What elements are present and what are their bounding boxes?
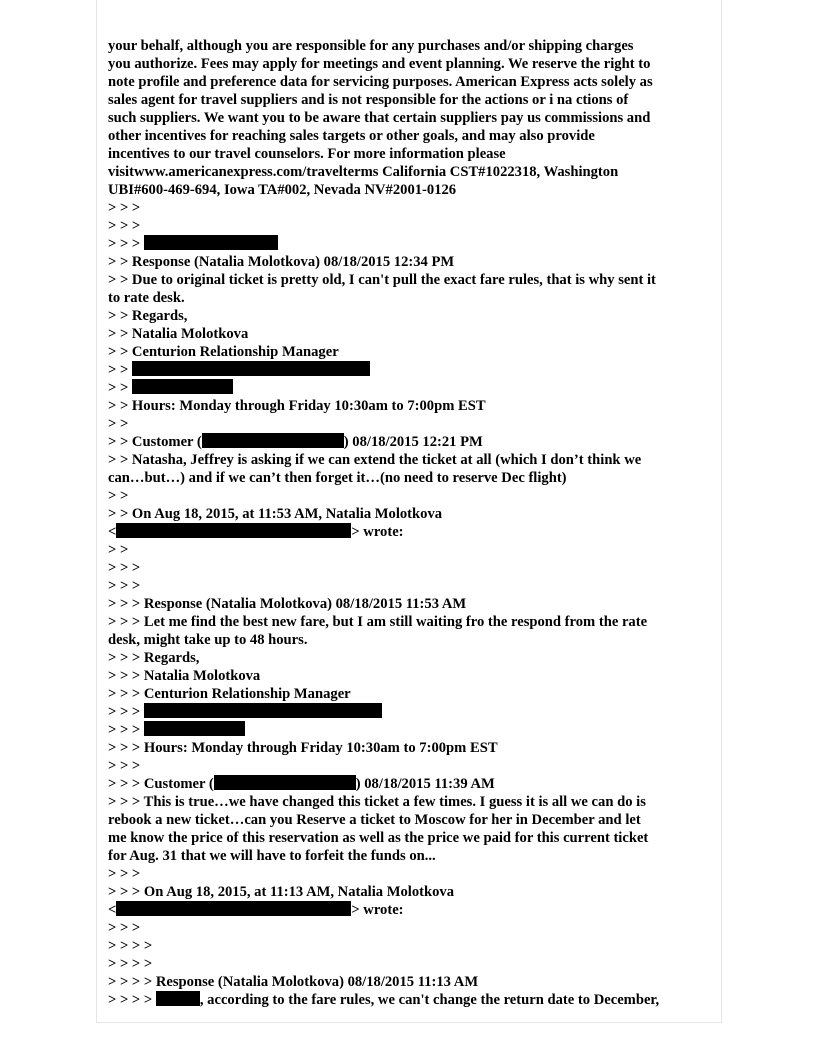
text-line (108, 775, 714, 793)
text-line: > > > (108, 866, 141, 882)
quote-marker: > > > (108, 236, 141, 252)
wrote-label: > wrote: (351, 524, 404, 540)
redaction-bar (116, 901, 351, 916)
quote-marker: > > (108, 362, 129, 378)
text-line: > > > Hours: Monday through Friday 10:30am to 7:00pm EST (108, 740, 498, 756)
text-line: me know the price of this reservation as well as the price we paid for this current ticket (108, 830, 649, 846)
text-line (108, 721, 714, 739)
text-line (108, 991, 714, 1009)
quote-marker: > > (108, 380, 129, 396)
text-line: > > (108, 488, 129, 504)
text-line: > > Natalia Molotkova (108, 326, 249, 342)
text-line: note profile and preference data for servicing purposes. American Express acts solely as (108, 74, 653, 90)
text-line: > > On Aug 18, 2015, at 11:53 AM, Natalia Molotkova (108, 506, 443, 522)
text-line: > > Due to original ticket is pretty old, I can't pull the exact fare rules, that is why sent it (108, 272, 656, 288)
text-line: > > Hours: Monday through Friday 10:30am to 7:00pm EST (108, 398, 486, 414)
timestamp: ) 08/18/2015 11:39 AM (355, 776, 495, 792)
text-line (108, 379, 714, 397)
text-line: UBI#600-469-694, Iowa TA#002, Nevada NV#2001-0126 (108, 182, 457, 198)
text-line: > > > > (108, 956, 153, 972)
redaction-bar (116, 523, 351, 538)
email-open-bracket: < (108, 524, 117, 540)
text-line: > > > On Aug 18, 2015, at 11:13 AM, Natalia Molotkova (108, 884, 455, 900)
text-line (108, 901, 714, 919)
text-line (108, 235, 714, 253)
text-line: > > > Let me find the best new fare, but I am still waiting fro the respond from the rate (108, 614, 648, 630)
text-line (108, 433, 714, 451)
text-line (108, 523, 714, 541)
text-line: for Aug. 31 that we will have to forfeit the funds on... (108, 848, 436, 864)
redaction-bar (144, 703, 382, 718)
text-line: > > > (108, 578, 141, 594)
redaction-bar (202, 433, 344, 448)
text-line: > > > This is true…we have changed this ticket a few times. I guess it is all we can do is (108, 794, 646, 810)
customer-label: > > Customer ( (108, 434, 202, 450)
text-line: desk, might take up to 48 hours. (108, 632, 308, 648)
email-thread-body (108, 37, 714, 1009)
text-line: > > > > Response (Natalia Molotkova) 08/18/2015 11:13 AM (108, 974, 479, 990)
text-line: such suppliers. We want you to be aware that certain suppliers pay us commissions and (108, 110, 651, 126)
quote-marker: > > > (108, 704, 141, 720)
text-line: visitwww.americanexpress.com/travelterms California CST#1022318, Washington (108, 164, 619, 180)
text-line: > > > (108, 758, 141, 774)
redaction-bar (132, 361, 370, 376)
text-line: > > > Centurion Relationship Manager (108, 686, 351, 702)
quote-marker: > > > (108, 722, 141, 738)
text-line: rebook a new ticket…can you Reserve a ticket to Moscow for her in December and let (108, 812, 641, 828)
text-line: your behalf, although you are responsible for any purchases and/or shipping charges (108, 38, 634, 54)
text-line: incentives to our travel counselors. For more information please (108, 146, 506, 162)
redaction-bar (214, 775, 356, 790)
text-line: > > > Response (Natalia Molotkova) 08/18/2015 11:53 AM (108, 596, 467, 612)
text-line: > > > Regards, (108, 650, 200, 666)
redaction-bar (144, 235, 278, 250)
text-line: > > > (108, 560, 141, 576)
text-line: > > > (108, 200, 141, 216)
text-line: you authorize. Fees may apply for meetings and event planning. We reserve the right to (108, 56, 651, 72)
text-line: to rate desk. (108, 290, 185, 306)
text-line: > > > (108, 218, 141, 234)
wrote-label: > wrote: (351, 902, 404, 918)
text-line: > > Regards, (108, 308, 188, 324)
text-line: > > (108, 542, 129, 558)
text-line: > > (108, 416, 129, 432)
text-line: other incentives for reaching sales targets or other goals, and may also provide (108, 128, 595, 144)
email-open-bracket: < (108, 902, 117, 918)
redaction-bar (144, 721, 245, 736)
text-line (108, 703, 714, 721)
text-line (108, 361, 714, 379)
text-line: > > Response (Natalia Molotkova) 08/18/2015 12:34 PM (108, 254, 455, 270)
customer-label: > > > Customer ( (108, 776, 214, 792)
quote-marker: > > > > (108, 992, 153, 1008)
text-line: sales agent for travel suppliers and is not responsible for the actions or i na ctions of (108, 92, 629, 108)
text-line: > > > Natalia Molotkova (108, 668, 261, 684)
timestamp: ) 08/18/2015 12:21 PM (343, 434, 483, 450)
text-line: > > > (108, 920, 141, 936)
fare-rules-text: , according to the fare rules, we can't change the return date to December, (199, 992, 660, 1008)
text-line: can…but…) and if we can’t then forget it…(no need to reserve Dec flight) (108, 470, 567, 486)
text-line: > > Centurion Relationship Manager (108, 344, 339, 360)
redaction-bar (156, 991, 200, 1006)
redaction-bar (132, 379, 233, 394)
text-line: > > > > (108, 938, 153, 954)
text-line: > > Natasha, Jeffrey is asking if we can extend the ticket at all (which I don’t think we (108, 452, 642, 468)
